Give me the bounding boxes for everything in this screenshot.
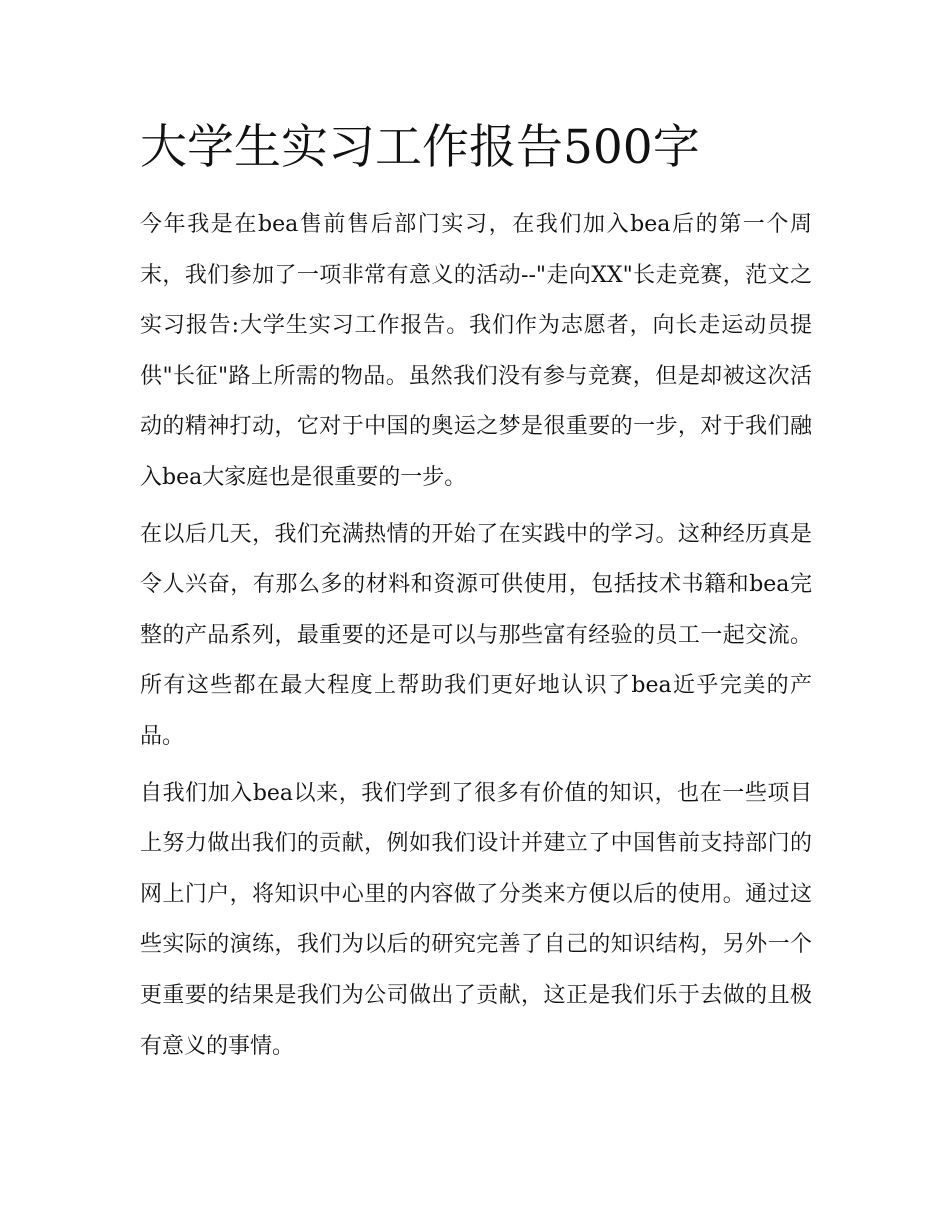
paragraph-2: 在以后几天，我们充满热情的开始了在实践中的学习。这种经历真是令人兴奋，有那么多的材料和资源可供使用，包括技术书籍和bea完整的产品系列，最重要的还是可以与那些富有经验的员工一起交流。所有这些都在最大程度上帮助我们更好地认识了bea近乎完美的产品。 [140,521,812,749]
document-body [140,112,812,1078]
document-title: 大学生实习工作报告500字 [140,120,700,175]
paragraph-3: 自我们加入bea以来，我们学到了很多有价值的知识，也在一些项目上努力做出我们的贡献，例如我们设计并建立了中国售前支持部门的网上门户，将知识中心里的内容做了分类来方便以后的使用。通过这些实际的演练，我们为以后的研究完善了自己的知识结构，另外一个更重要的结果是我们为公司做出了贡献，这正是我们乐于去做的且极有意义的事情。 [140,780,812,1059]
paragraph-1: 今年我是在bea售前售后部门实习，在我们加入bea后的第一个周末，我们参加了一项非常有意义的活动--"走向XX"长走竞赛，范文之实习报告:大学生实习工作报告。我们作为志愿者，向长走运动员提供"长征"路上所需的物品。虽然我们没有参与竞赛，但是却被这次活动的精神打动，它对于中国的奥运之梦是很重要的一步，对于我们融入bea大家庭也是很重要的一步。 [140,212,812,490]
